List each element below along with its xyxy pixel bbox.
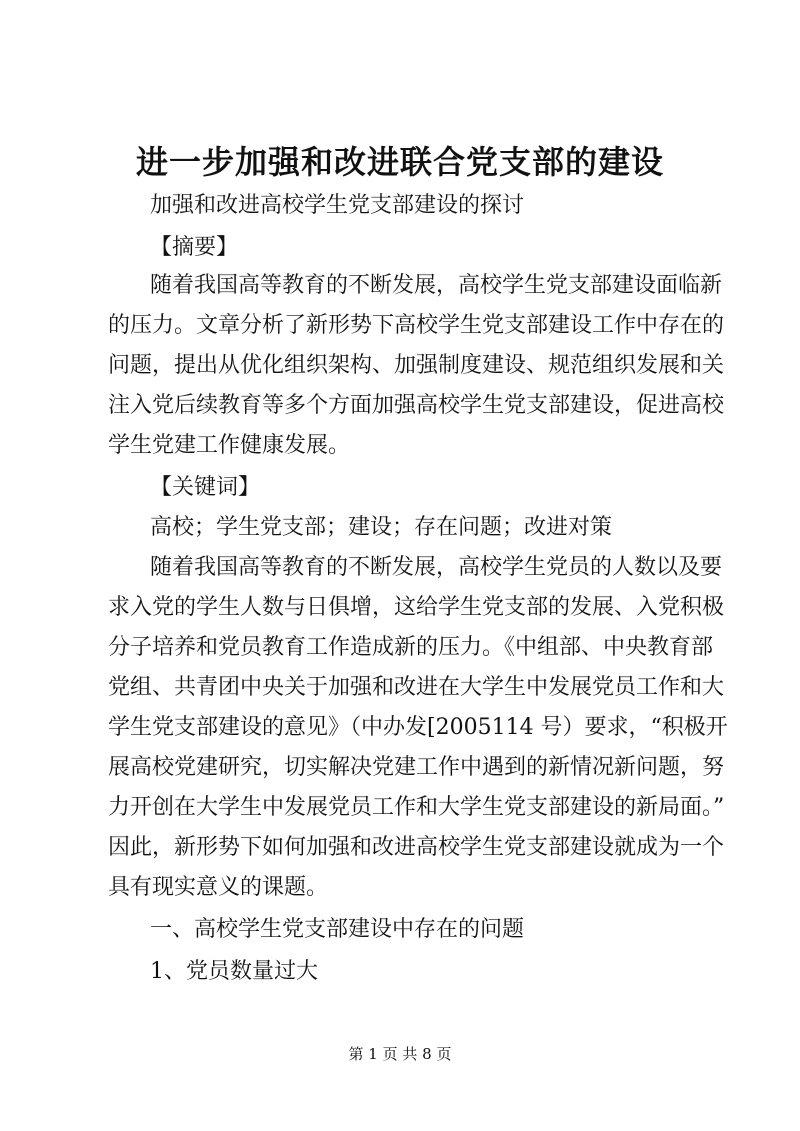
subtitle: 加强和改进高校学生党支部建设的探讨 bbox=[150, 193, 525, 218]
keywords-text: 高校；学生党支部；建设；存在问题；改进对策 bbox=[150, 515, 613, 540]
page-number-footer: 第 1 页 共 8 页 bbox=[348, 1045, 452, 1063]
body-line: 党组、共青团中央关于加强和改进在大学生中发展党员工作和大 bbox=[108, 675, 725, 700]
keywords-heading: 【关键词】 bbox=[150, 475, 261, 500]
abstract-line: 的压力。文章分析了新形势下高校学生党支部建设工作中存在的 bbox=[108, 313, 725, 338]
body-line: 力开创在大学生中发展党员工作和大学生党支部建设的新局面。” bbox=[108, 795, 725, 820]
abstract-line: 随着我国高等教育的不断发展，高校学生党支部建设面临新 bbox=[150, 273, 723, 298]
body-line: 因此，新形势下如何加强和改进高校学生党支部建设就成为一个 bbox=[108, 835, 725, 860]
body-line: 展高校党建研究，切实解决党建工作中遇到的新情况新问题，努 bbox=[108, 755, 725, 780]
body-line: 学生党支部建设的意见》（中办发[2005114 号）要求，“积极开 bbox=[108, 715, 728, 740]
subsection-heading: 1、党员数量过大 bbox=[150, 959, 318, 984]
body-line: 分子培养和党员教育工作造成新的压力。《中组部、中央教育部 bbox=[108, 635, 714, 660]
page-title: 进一步加强和改进联合党支部的建设 bbox=[135, 143, 664, 181]
body-line: 求入党的学生人数与日俱增，这给学生党支部的发展、入党积极 bbox=[108, 595, 725, 620]
abstract-line: 学生党建工作健康发展。 bbox=[108, 433, 351, 458]
body-line: 具有现实意义的课题。 bbox=[108, 875, 329, 900]
body-line: 随着我国高等教育的不断发展，高校学生党员的人数以及要 bbox=[150, 555, 723, 580]
section-heading: 一、高校学生党支部建设中存在的问题 bbox=[150, 917, 525, 942]
abstract-line: 注入党后续教育等多个方面加强高校学生党支部建设，促进高校 bbox=[108, 393, 725, 418]
abstract-heading: 【摘要】 bbox=[150, 235, 239, 260]
abstract-line: 问题，提出从优化组织架构、加强制度建设、规范组织发展和关 bbox=[108, 353, 725, 378]
